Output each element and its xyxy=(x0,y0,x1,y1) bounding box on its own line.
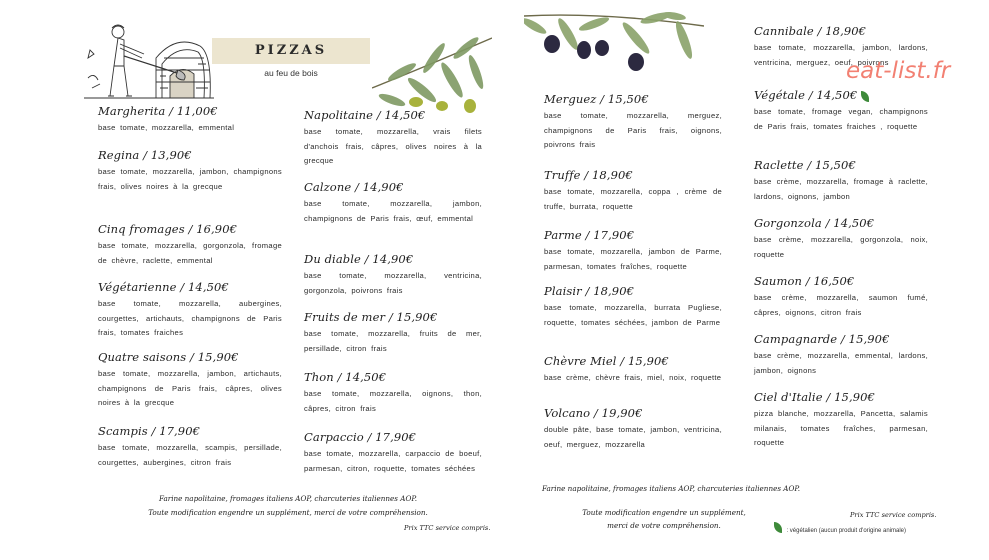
menu-item-name: Calzone / 14,90€ xyxy=(304,180,404,194)
menu-item xyxy=(98,350,282,411)
menu-item xyxy=(98,148,282,194)
vegan-legend xyxy=(774,519,906,537)
menu-item-description: base tomate, mozzarella, emmental xyxy=(98,123,235,132)
menu-item-description: base tomate, mozzarella, jambon, champignons frais, olives noires à la grecque xyxy=(98,167,282,191)
menu-item-name: Végétarienne / 14,50€ xyxy=(98,280,229,294)
menu-page-left xyxy=(84,8,492,548)
menu-item-name: Scampis / 17,90€ xyxy=(98,424,201,438)
menu-item-name: Regina / 13,90€ xyxy=(98,148,192,162)
menu-item xyxy=(98,222,282,268)
menu-item-description: base tomate, mozzarella, merguez, champignons de Paris frais, oignons, poivrons frais xyxy=(544,111,722,149)
menu-item xyxy=(544,406,722,452)
menu-item xyxy=(754,274,928,320)
footer-modification-note: Toute modification engendre un supplément, xyxy=(582,508,746,517)
footer-price-note: Prix TTC service compris. xyxy=(850,511,937,519)
menu-item-name: Carpaccio / 17,90€ xyxy=(304,430,417,444)
pizzaiolo-illustration xyxy=(84,18,214,100)
footer-origin-note: Farine napolitaine, fromages italiens AOP, charcuteries italiennes AOP. xyxy=(158,494,418,503)
menu-item-description: base tomate, mozzarella, fruits de mer, persillade, citron frais xyxy=(304,329,482,353)
footer-origin-note: Farine napolitaine, fromages italiens AOP, charcuteries italiennes AOP. xyxy=(542,484,801,493)
menu-item-description: base crème, mozzarella, emmental, lardons, jambon, oignons xyxy=(754,351,928,375)
menu-item-name: Cinq fromages / 16,90€ xyxy=(98,222,238,236)
menu-item-description: base tomate, mozzarella, jambon, champignons de Paris frais, œuf, emmental xyxy=(304,199,482,223)
menu-item xyxy=(754,216,928,262)
menu-item-description: base tomate, fromage vegan, champignons de Paris frais, tomates fraiches , roquette xyxy=(754,107,928,131)
menu-page-right xyxy=(524,8,939,548)
menu-item xyxy=(304,252,482,298)
menu-item-description: base tomate, mozzarella, aubergines, courgettes, artichauts, champignons de Paris frais, tomates fraiches xyxy=(98,299,282,337)
menu-item xyxy=(754,88,928,134)
menu-item-name: Chèvre Miel / 15,90€ xyxy=(544,354,669,368)
menu-item-description: base tomate, mozzarella, jambon de Parme, parmesan, tomates fraîches, roquette xyxy=(544,247,722,271)
menu-item-name: Plaisir / 18,90€ xyxy=(544,284,635,298)
menu-item-name: Quatre saisons / 15,90€ xyxy=(98,350,239,364)
menu-item-name: Truffe / 18,90€ xyxy=(544,168,633,182)
menu-item xyxy=(98,424,282,470)
menu-item xyxy=(304,430,482,476)
menu-item-name: Du diable / 14,90€ xyxy=(304,252,414,266)
menu-item-description: base tomate, mozzarella, jambon, artichauts, champignons de Paris frais, câpres, olives noires à la grecque xyxy=(98,369,282,407)
menu-item-name: Campagnarde / 15,90€ xyxy=(754,332,890,346)
menu-item xyxy=(544,92,722,153)
page-subtitle: au feu de bois xyxy=(264,68,318,78)
vegan-leaf-icon xyxy=(774,522,782,533)
site-watermark: eat-list.fr xyxy=(846,58,951,84)
footer-modification-note: Toute modification engendre un supplément, merci de votre compréhension. xyxy=(148,508,428,517)
menu-item-description: base crème, chèvre frais, miel, noix, roquette xyxy=(544,373,722,382)
menu-item-name: Margherita / 11,00€ xyxy=(98,104,218,118)
menu-item xyxy=(754,390,928,451)
menu-item-description: base tomate, mozzarella, carpaccio de boeuf, parmesan, citron, roquette, tomates séchées xyxy=(304,449,482,473)
menu-item-description: double pâte, base tomate, jambon, ventricina, oeuf, merguez, mozzarella xyxy=(544,425,722,449)
menu-item-name: Parme / 17,90€ xyxy=(544,228,635,242)
menu-item xyxy=(754,332,928,378)
menu-item xyxy=(98,104,282,136)
footer-price-note: Prix TTC service compris. xyxy=(404,524,491,532)
menu-item-description: base tomate, mozzarella, scampis, persillade, courgettes, aubergines, citron frais xyxy=(98,443,282,467)
menu-item xyxy=(544,168,722,214)
menu-item-name: Gorgonzola / 14,50€ xyxy=(754,216,875,230)
menu-item-description: base tomate, mozzarella, vrais filets d'anchois frais, câpres, olives noires à la grecque xyxy=(304,127,482,165)
menu-item xyxy=(304,180,482,226)
menu-item-name: Raclette / 15,50€ xyxy=(754,158,856,172)
menu-item-description: base crème, mozzarella, gorgonzola, noix, roquette xyxy=(754,235,928,259)
menu-item xyxy=(544,228,722,274)
menu-item xyxy=(304,108,482,169)
olive-branch-illustration xyxy=(524,8,704,86)
menu-item-name: Cannibale / 18,90€ xyxy=(754,24,867,38)
menu-item-description: base tomate, mozzarella, coppa , crème de truffe, burrata, roquette xyxy=(544,187,722,211)
menu-item-description: base tomate, mozzarella, oignons, thon, câpres, citron frais xyxy=(304,389,482,413)
menu-item-description: pizza blanche, mozzarella, Pancetta, salamis milanais, tomates fraîches, parmesan, roquette xyxy=(754,409,928,447)
menu-item-name xyxy=(754,88,928,102)
menu-item-name: Merguez / 15,50€ xyxy=(544,92,649,106)
menu-item-name: Volcano / 19,90€ xyxy=(544,406,643,420)
menu-item-description: base tomate, mozzarella, jambon, lardons, ventricina, merguez, oeuf, poivrons xyxy=(754,43,928,67)
menu-item-name: Fruits de mer / 15,90€ xyxy=(304,310,438,324)
menu-item-name: Napolitaine / 14,50€ xyxy=(304,108,426,122)
vegan-leaf-icon xyxy=(861,91,869,102)
menu-item xyxy=(304,370,482,416)
menu-item-description: base tomate, mozzarella, gorgonzola, fromage de chèvre, raclette, emmental xyxy=(98,241,282,265)
menu-item-description: base tomate, mozzarella, ventricina, gorgonzola, poivrons frais xyxy=(304,271,482,295)
menu-item-name: Thon / 14,50€ xyxy=(304,370,387,384)
menu-item xyxy=(754,158,928,204)
footer-modification-note-line2: merci de votre compréhension. xyxy=(607,521,721,530)
menu-item-description: base crème, mozzarella, saumon fumé, câpres, oignons, citron frais xyxy=(754,293,928,317)
menu-item xyxy=(98,280,282,341)
menu-item-name: Ciel d'Italie / 15,90€ xyxy=(754,390,875,404)
menu-item-description: base tomate, mozzarella, burrata Pugliese, roquette, tomates séchées, jambon de Parme xyxy=(544,303,722,327)
menu-item-description: base crème, mozzarella, fromage à raclette, lardons, oignons, jambon xyxy=(754,177,928,201)
menu-item-name: Saumon / 16,50€ xyxy=(754,274,855,288)
vegan-legend-text: : végétalien (aucun produit d'origine animale) xyxy=(786,528,907,534)
menu-item xyxy=(544,284,722,330)
page-title: PIZZAS xyxy=(254,43,328,58)
menu-item xyxy=(544,354,722,386)
menu-item xyxy=(304,310,482,356)
menu-item-name-text: Végétale / 14,50€ xyxy=(754,88,858,102)
